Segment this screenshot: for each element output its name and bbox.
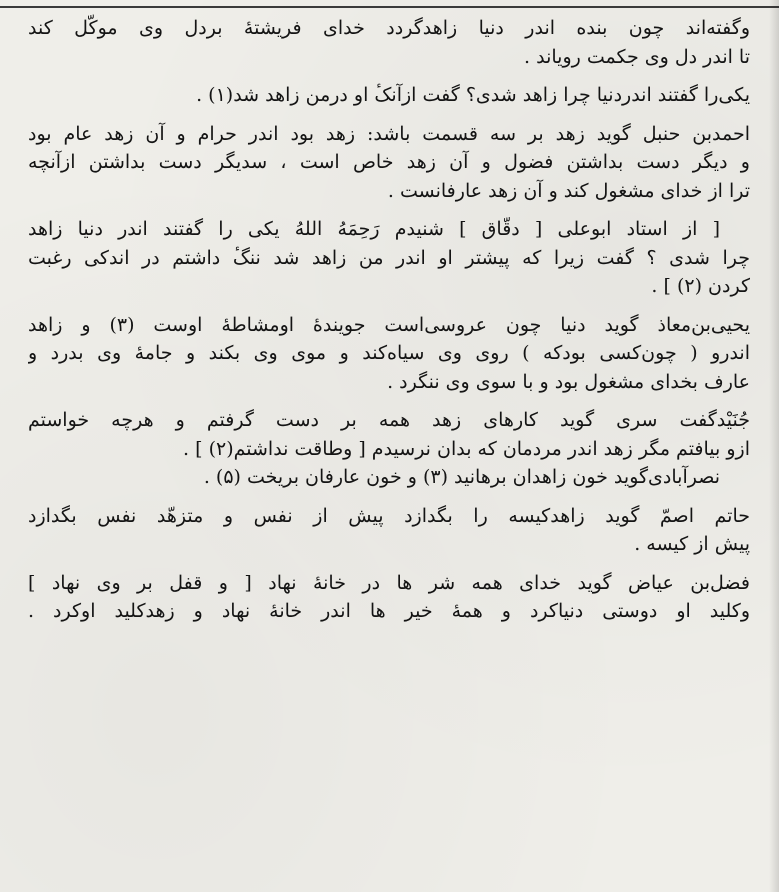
text-line: ازو بیافتم مگر زهد اندر مردمان که بدان نرسیدم [ وطاقت نداشتم(۲) ] . — [183, 437, 750, 460]
text-line: ترا از خدای مشغول کند و آن زهد عارفانست . — [387, 179, 750, 202]
text-line: چرا شدی ؟ گفت زیرا که پیشتر او اندر من زاهد شد ننگٔ داشتم در اندکی رغبت — [28, 246, 750, 269]
text-line: حاتم اصمّ گوید زاهدکیسه را بگدازد پیش از نفس و متزهّد نفس بگدازد — [28, 504, 750, 527]
text-line: نصرآبادی‌گوید خون زاهدان برهانید (۳) و خون عارفان بریخت (۵) . — [203, 466, 720, 488]
text-line: پیش از کیسه . — [634, 533, 750, 555]
body-text — [28, 14, 750, 626]
text-line: [ از استاد ابوعلی [ دقّاق ] شنیدم رَحِمَهُ اللهُ یکی را گفتند اندر دنیا زاهد — [28, 218, 720, 240]
text-line: تا اندر دل وی جکمت رویاند . — [524, 45, 750, 68]
text-line: جُنَیْدگفت سری گوید کارهای زهد همه بر دست گرفتم و هرچه خواستم — [28, 409, 750, 431]
text-line: یحیی‌بن‌معاذ گوید دنیا چون عروسی‌است جویندهٔ اومشاطهٔ اوست (۳) و زاهد — [28, 313, 750, 336]
text-line: عارف بخدای مشغول بود و با سوی وی ننگرد . — [387, 370, 750, 393]
page-edge-shadow — [769, 0, 779, 892]
text-line: یکی‌را گفتند اندردنیا چرا زاهد شدی؟ گفت ازآنکٔ او درمن زاهد شد(۱) . — [196, 84, 750, 106]
text-line: وگفته‌اند چون بنده اندر دنیا زاهدگردد خدای فریشتهٔ بردل وی موکّل کند — [28, 17, 750, 39]
text-line: احمدبن حنبل گوید زهد بر سه قسمت باشد: زهد بود اندر حرام و آن زهد عام بود — [28, 122, 750, 145]
text-line: و دیگر دست بداشتن فضول و آن زهد خاص است ، سدیگر دست بداشتن ازآنچه — [28, 151, 750, 173]
text-line: فضل‌بن عیاض گوید خدای همه شر ها در خانهٔ نهاد [ و قفل بر وی نهاد ] — [28, 571, 750, 594]
top-rule — [0, 6, 779, 8]
text-line: اندرو ( چون‌کسی بودکه ) روی وی سیاه‌کند و موی وی بکند و جامهٔ وی بدرد و — [28, 342, 750, 364]
text-line: کردن (۲) ] . — [651, 275, 750, 297]
text-line: وکلید او دوستی دنیاکرد و همهٔ خیر ها اندر خانهٔ نهاد و زهدکلید اوکرد . — [28, 600, 750, 622]
